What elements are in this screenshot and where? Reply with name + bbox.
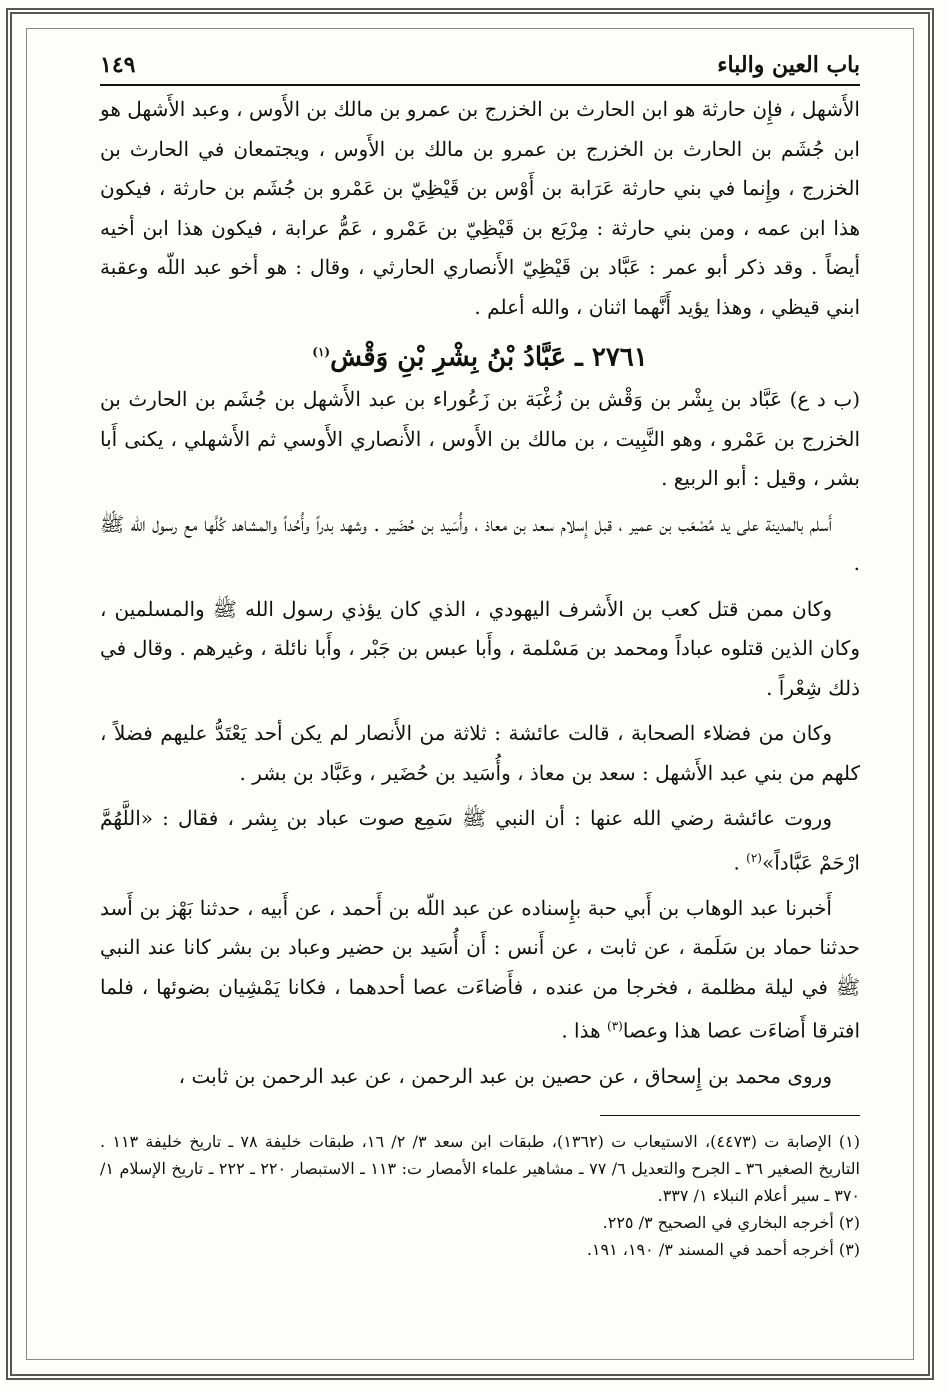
paragraph: وروى محمد بن إِسحاق ، عن حصين بن عبد الرحمن ، عن عبد الرحمن بن ثابت ، (178, 1064, 832, 1089)
paragraph: (ب د ع) عَبَّاد بن بِشْر بن وَقْش بن زُغْبَة بن زَعُوراء بن عبد الأَشهل بن جُشَم بن الحارث بن الخزرج بن عَمْرو ، وهو النَّبِيت ، بن مالك بن الأَوس ، الأَنصاري الأَوسي ثم الأَشهلي ، يكنى أَبا بشر ، وقيل : أبو الربيع . (100, 387, 860, 491)
footnote-ref: (٢) (746, 850, 762, 865)
main-text (100, 90, 860, 1097)
paragraph: وكان ممن قتل كعب بن الأَشرف اليهودي ، الذي كان يؤذي رسول الله ﷺ والمسلمين ، وكان الذين قتلوه عباداً ومحمد بن مَسْلمة ، وأَبا عبس بن جَبْر ، وأَبا نائلة ، وغيرهم . وقال في ذلك شِعْراً . (100, 596, 860, 700)
paragraph: أَسلم بالمدينة على يد مُصْعَب بن عمير ، قبل إِسلام سعد بن معاذ ، وأُسَيد بن حُضَير . وشهد بدراً وأُحُداً والمشاهد كُلَّها مع رسول الله ﷺ . (100, 511, 860, 576)
page-content (100, 52, 860, 1263)
entry-heading-text: ٢٧٦١ ـ عَبَّادُ بْنُ بِشْرِ بْنِ وَقْش (330, 342, 648, 373)
footnote-separator (600, 1115, 860, 1116)
footnote: (٢) أخرجه البخاري في الصحيح ٣/ ٢٢٥. (602, 1212, 860, 1232)
paragraph (100, 889, 860, 1052)
paragraph: وكان من فضلاء الصحابة ، قالت عائشة : ثلاثة من الأَنصار لم يكن أحد يَعْتَدُّ عليهم فضلاً ، كلهم من بني عبد الأَشهل : سعد بن معاذ ، وأُسَيد بن حُضَير ، وعَبَّاد بن بشر . (100, 721, 860, 785)
paragraph: الأَشهل ، فإِن حارثة هو ابن الحارث بن الخزرج بن عمرو بن مالك بن الأَوس ، وعبد الأَشهل هو ابن جُشَم بن الحارث بن الخزرج بن عمرو بن مالك بن الأَوس ، ويجتمعان في الحارث بن الخزرج ، وإِنما في بني حارثة عَرَابة بن أَوْس بن قَيْظِيّ بن عَمْرو بن جُشَم بن حارثة ، فيكون هذا ابن عمه ، ومن بني حارثة : مِرْبَع بن قَيْظِيّ بن عَمْرو ، عَمُّ عرابة ، فيكون هذا ابن أخيه أيضاً . وقد ذكر أبو عمر : عَبَّاد بن قَيْظِيّ الأَنصاري الحارثي ، وقال : هو أخو عبد اللّه وعقبة ابني قيظي ، وهذا يؤيد أَنَّهما اثنان ، والله أعلم . (100, 97, 860, 319)
paragraph-tail: هذا . (561, 1018, 608, 1043)
footnote: (١) الإصابة ت (٤٤٧٣)، الاستيعاب ت (١٣٦٢)، طبقات ابن سعد ٣/ ٢/ ١٦، طبقات خليفة ٧٨ ـ تاريخ خليفة ١١٣ . التاريخ الصغير ٣٦ ـ الجرح والتعديل ٦/ ٧٧ ـ مشاهير علماء الأمصار ت: ١١٣ ـ الاستبصار ٢٢٠ ـ ٢٢٢ ـ تاريخ الإسلام ١/ ٣٧٠ ـ سير أعلام النبلاء ١/ ٣٣٧. (100, 1131, 861, 1205)
entry-heading (100, 333, 860, 378)
running-header (100, 52, 860, 86)
footnotes (100, 1128, 860, 1263)
page-number: ١٤٩ (100, 52, 136, 78)
paragraph-text: أَخبرنا عبد الوهاب بن أَبي حبة بإِسناده عن عبد اللّه بن أَحمد ، عن أَبيه ، حدثنا بَهْز بن أَسد حدثنا حماد بن سَلَمة ، عن ثابت ، عن أَنس : أَن أُسَيد بن حضير وعباد بن بشر كانا عند النبي ﷺ في ليلة مظلمة ، فخرجا من عنده ، فأَضاءَت عصا أحدهما ، فكانا يَمْشِيان بضوئها ، فلما افترقا أَضاءَت عصا هذا وعصا (100, 895, 860, 1043)
footnote-ref: (٣) (607, 1019, 623, 1034)
footnote-ref: (١) (312, 345, 331, 359)
header-title: باب العين والباء (717, 52, 860, 78)
paragraph-text: وروت عائشة رضي الله عنها : أن النبي ﷺ سَمِع صوت عباد بن بِشر ، فقال : «اللَّهُمَّ ارْحَمْ عَبَّاداً» (100, 806, 860, 875)
paragraph: وروت عائشة رضي الله عنها : أن النبي ﷺ سَمِع صوت عباد بن بِشر ، فقال : «اللَّهُمَّ ارْحَمْ عَبَّاداً»$^{(٢)}$ . (100, 806, 860, 875)
footnote: (٣) أخرجه أحمد في المسند ٣/ ١٩٠، ١٩١. (586, 1239, 860, 1259)
